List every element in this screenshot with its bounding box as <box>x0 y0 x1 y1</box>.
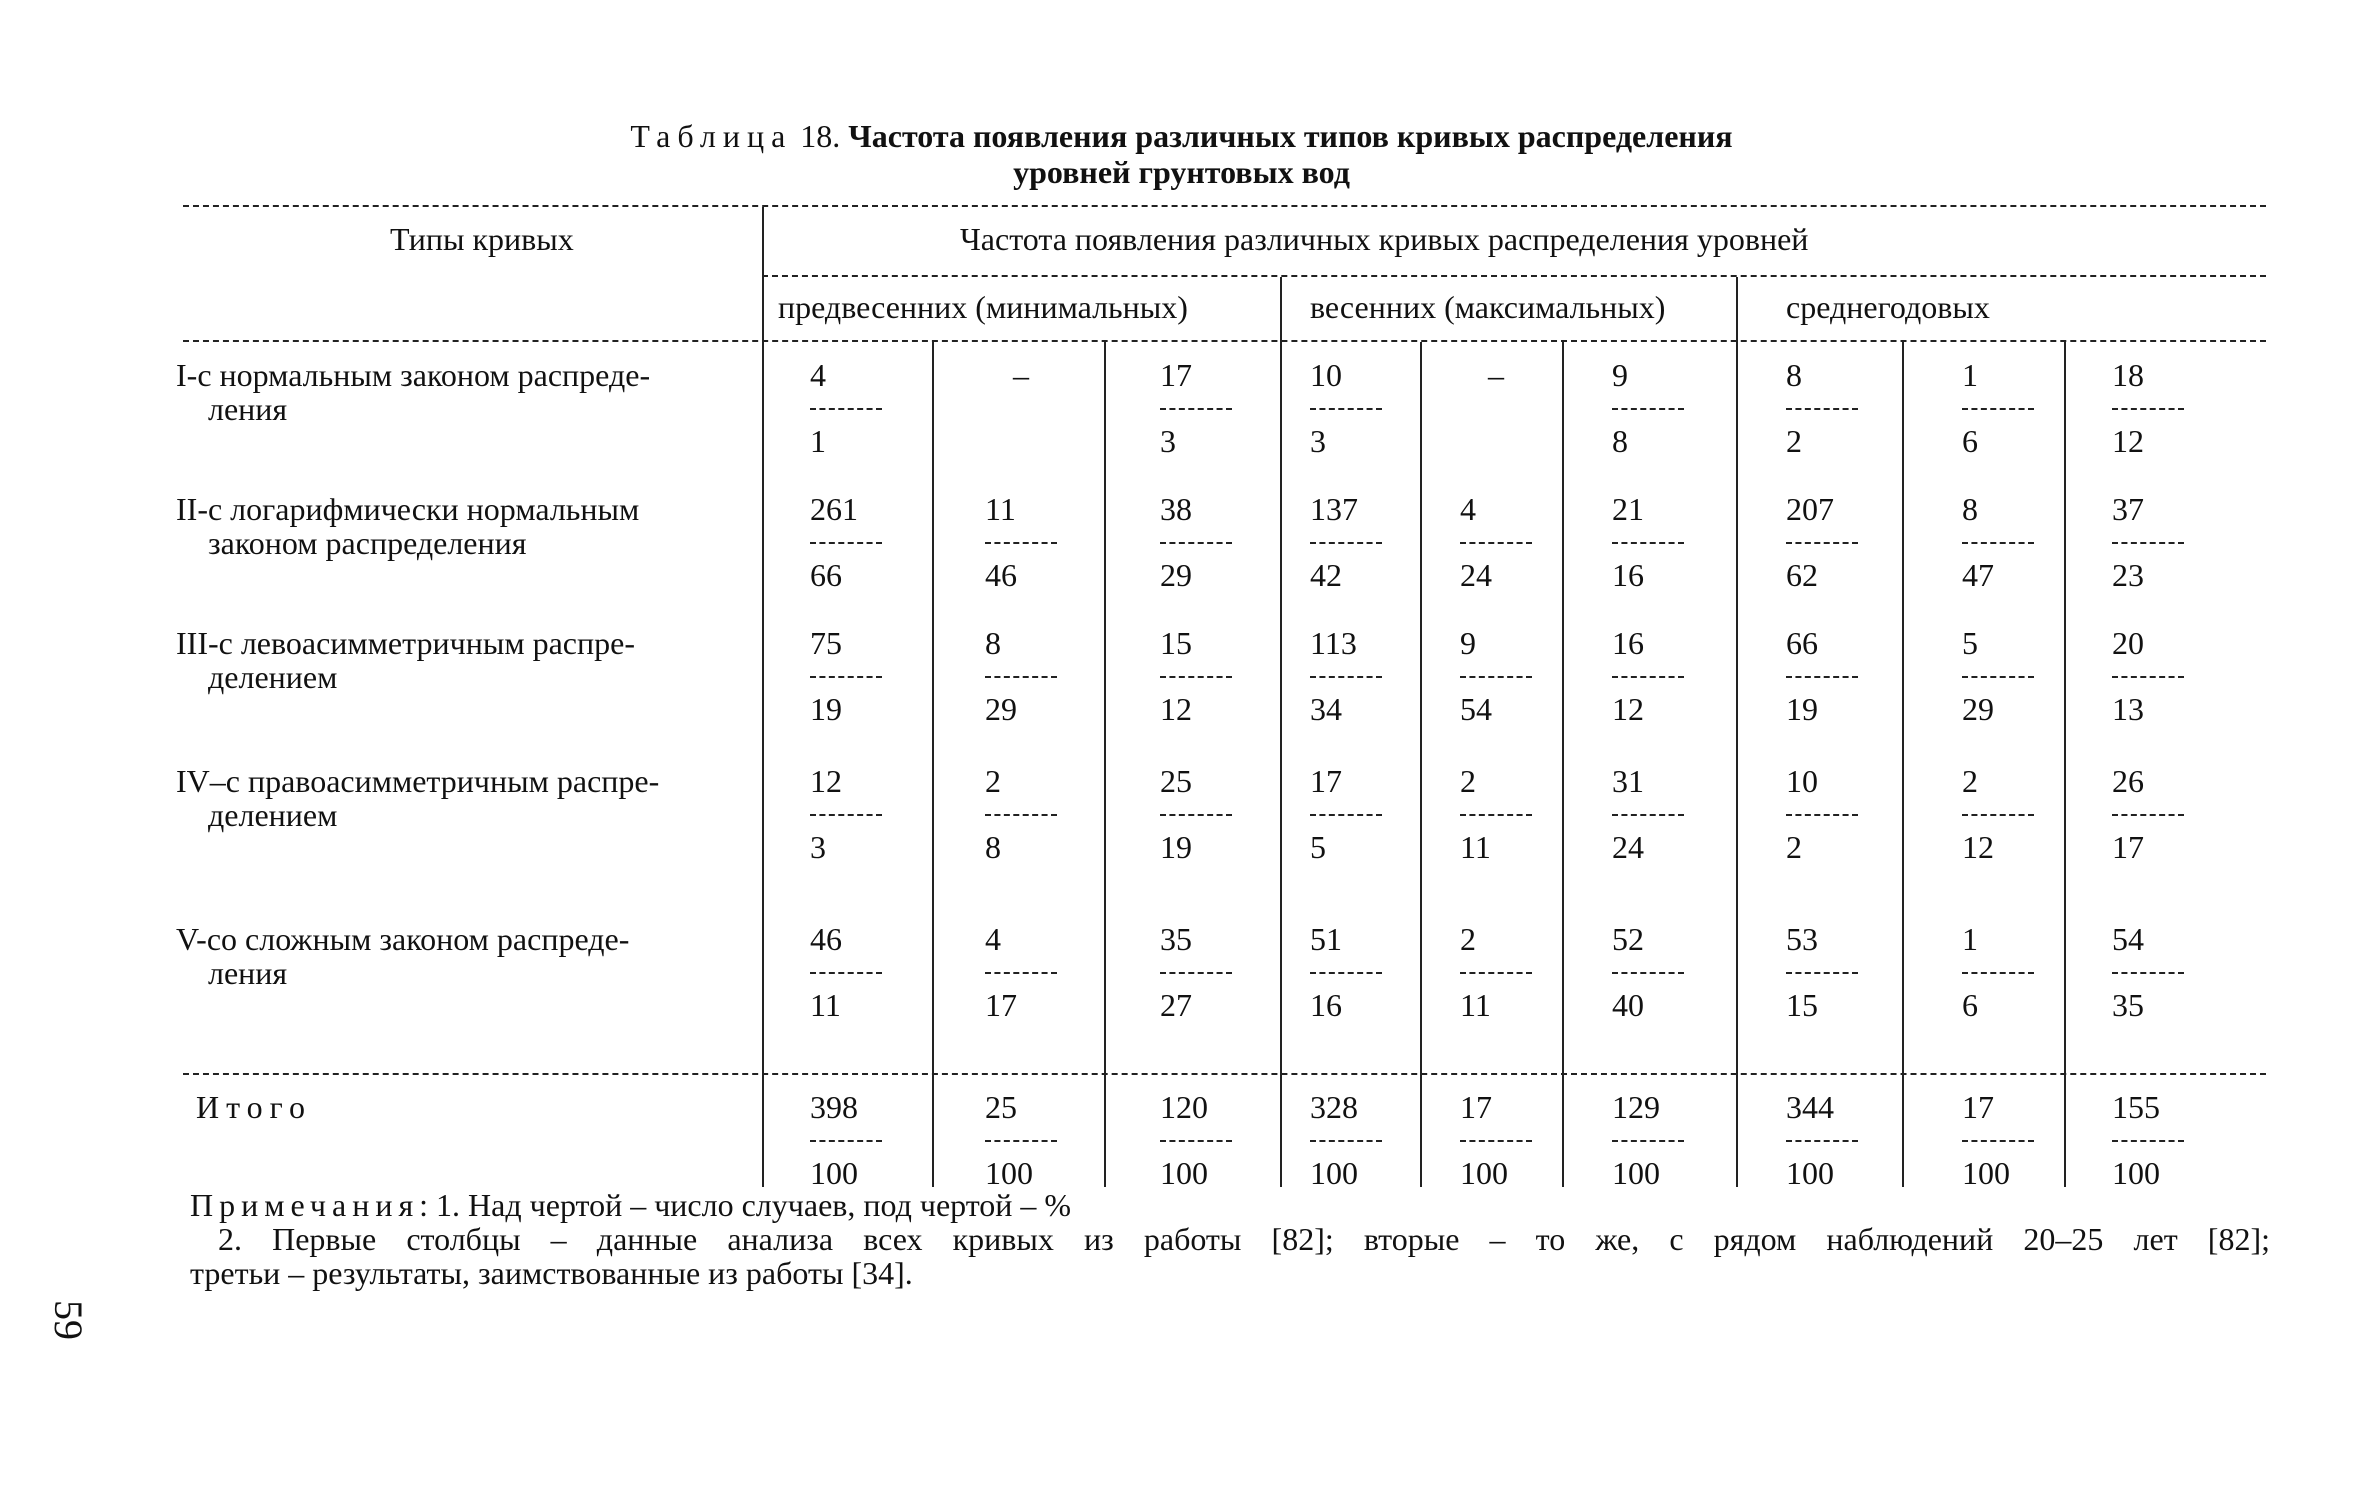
fraction-bar <box>1612 814 1684 816</box>
cell-percent: 17 <box>985 987 1017 1023</box>
total-rule <box>183 1073 2266 1075</box>
cell-percent: 24 <box>1612 829 1644 865</box>
cell-cases: 20 <box>2112 625 2144 661</box>
fraction-bar <box>1786 676 1858 678</box>
fraction-bar <box>1962 1140 2034 1142</box>
cell-percent: 8 <box>985 829 1001 865</box>
label-line-1: с нормальным законом распреде- <box>197 357 651 393</box>
roman-numeral: II <box>176 491 198 527</box>
cell-percent: 2 <box>1786 829 1802 865</box>
cell-cases: 52 <box>1612 921 1644 957</box>
cell-percent: 34 <box>1310 691 1342 727</box>
cell-cases: 113 <box>1310 625 1357 661</box>
cell-cases: 18 <box>2112 357 2144 393</box>
cell-cases: 66 <box>1786 625 1818 661</box>
fraction-bar <box>1612 408 1684 410</box>
cell-cases: 25 <box>1160 763 1192 799</box>
cell-percent: 100 <box>1612 1155 1660 1191</box>
label-line-1: с логарифмически нормальным <box>207 491 640 527</box>
cell-cases: 17 <box>1310 763 1342 799</box>
fraction-bar <box>810 972 882 974</box>
row-label <box>176 922 736 990</box>
notes <box>190 1188 2270 1290</box>
fraction-bar <box>1310 1140 1382 1142</box>
cell-cases: 26 <box>2112 763 2144 799</box>
fraction-bar <box>1160 408 1232 410</box>
label-line-2: делением <box>208 659 338 695</box>
cell-percent: 17 <box>2112 829 2144 865</box>
cell-cases: 4 <box>1460 491 1476 527</box>
cell-percent: 3 <box>1160 423 1176 459</box>
cell-percent: 12 <box>1160 691 1192 727</box>
roman-numeral: I <box>176 357 187 393</box>
cell-percent: 24 <box>1460 557 1492 593</box>
cell-percent: 100 <box>1310 1155 1358 1191</box>
cell-percent: 13 <box>2112 691 2144 727</box>
fraction-bar <box>1612 676 1684 678</box>
cell-cases: 25 <box>985 1089 1017 1125</box>
fraction-bar <box>1310 676 1382 678</box>
cell-percent: 66 <box>810 557 842 593</box>
cell-cases: 2 <box>1460 763 1476 799</box>
cell-percent: 29 <box>1160 557 1192 593</box>
cell-percent: 19 <box>1160 829 1192 865</box>
roman-numeral: III <box>176 625 208 661</box>
cell-cases: 21 <box>1612 491 1644 527</box>
top-rule <box>183 205 2266 207</box>
fraction-bar <box>1460 676 1532 678</box>
total-label: Итого <box>196 1089 312 1125</box>
cell-cases: 38 <box>1160 491 1192 527</box>
header-frequency: Частота появления различных кривых распределения уровней <box>960 221 1809 257</box>
label-separator: - <box>196 921 207 957</box>
fraction-bar <box>1310 814 1382 816</box>
fraction-bar <box>1786 1140 1858 1142</box>
fraction-bar <box>985 542 1057 544</box>
cell-cases: 10 <box>1310 357 1342 393</box>
cell-percent: 27 <box>1160 987 1192 1023</box>
fraction-bar <box>1160 542 1232 544</box>
label-line-2: ления <box>208 955 288 991</box>
col-divider-sub <box>932 342 934 1187</box>
cell-percent: 3 <box>810 829 826 865</box>
notes-heading: Примечания <box>190 1187 420 1223</box>
cell-cases: 35 <box>1160 921 1192 957</box>
cell-cases: 54 <box>2112 921 2144 957</box>
cell-cases: 1 <box>1962 357 1978 393</box>
cell-cases: 261 <box>810 491 858 527</box>
fraction-bar <box>2112 972 2184 974</box>
fraction-bar <box>810 676 882 678</box>
cell-cases: 9 <box>1612 357 1628 393</box>
cell-cases: 31 <box>1612 763 1644 799</box>
cell-percent: 29 <box>1962 691 1994 727</box>
roman-numeral: IV <box>176 763 210 799</box>
label-line-2: законом распределения <box>208 525 527 561</box>
cell-cases: 2 <box>985 763 1001 799</box>
col-divider-sub <box>1902 342 1904 1187</box>
cell-cases: 12 <box>810 763 842 799</box>
cell-percent: 35 <box>2112 987 2144 1023</box>
row-label <box>176 358 736 426</box>
cell-cases: 120 <box>1160 1089 1208 1125</box>
cell-cases: 17 <box>1160 357 1192 393</box>
fraction-bar <box>985 814 1057 816</box>
col-divider-sub <box>1420 342 1422 1187</box>
cell-cases: 17 <box>1962 1089 1994 1125</box>
cell-percent: 100 <box>985 1155 1033 1191</box>
cell-percent: 100 <box>1962 1155 2010 1191</box>
cell-cases: 4 <box>810 357 826 393</box>
col-divider-sub <box>1104 342 1106 1187</box>
cell-percent: 6 <box>1962 987 1978 1023</box>
col-divider-main <box>762 207 764 1187</box>
note-2: 2. Первые столбцы – данные анализа всех кривых из работы [82]; вторые – то же, с рядом наблюдений 20–25 лет [82]; <box>218 1221 2270 1257</box>
fraction-bar <box>1962 814 2034 816</box>
fraction-bar <box>810 542 882 544</box>
cell-cases: 8 <box>985 625 1001 661</box>
cell-percent: 16 <box>1310 987 1342 1023</box>
fraction-bar <box>1962 542 2034 544</box>
title-number: 18. <box>800 118 841 154</box>
cell-percent: 100 <box>1786 1155 1834 1191</box>
cell-cases: 2 <box>1962 763 1978 799</box>
group-rule <box>762 275 2266 277</box>
fraction-bar <box>1460 542 1532 544</box>
cell-cases: 129 <box>1612 1089 1660 1125</box>
label-separator: – <box>209 763 226 799</box>
col-divider-sub <box>1562 342 1564 1187</box>
cell-cases: 75 <box>810 625 842 661</box>
cell-cases: 15 <box>1160 625 1192 661</box>
fraction-bar <box>1310 408 1382 410</box>
cell-cases: 344 <box>1786 1089 1834 1125</box>
cell-cases: 8 <box>1786 357 1802 393</box>
title-line-2 <box>0 154 2363 190</box>
cell-cases: 11 <box>985 491 1016 527</box>
fraction-bar <box>1786 542 1858 544</box>
cell-cases: 207 <box>1786 491 1834 527</box>
cell-percent: 47 <box>1962 557 1994 593</box>
label-line-1: с левоасимметричным распре- <box>218 625 635 661</box>
cell-percent: 3 <box>1310 423 1326 459</box>
fraction-bar <box>985 1140 1057 1142</box>
row-label <box>176 626 736 694</box>
cell-percent: 1 <box>810 423 826 459</box>
cell-cases: 5 <box>1962 625 1978 661</box>
cell-cases: 328 <box>1310 1089 1358 1125</box>
cell-percent: 11 <box>1460 987 1491 1023</box>
empty-cell-dash: – <box>1488 357 1504 393</box>
cell-percent: 100 <box>810 1155 858 1191</box>
header-types: Типы кривых <box>390 221 574 257</box>
fraction-bar <box>985 972 1057 974</box>
cell-cases: 8 <box>1962 491 1978 527</box>
label-separator: - <box>207 625 219 661</box>
col-divider-sub <box>2064 342 2066 1187</box>
row-label <box>176 492 736 560</box>
cell-cases: 10 <box>1786 763 1818 799</box>
cell-percent: 100 <box>1160 1155 1208 1191</box>
cell-percent: 23 <box>2112 557 2144 593</box>
cell-cases: 9 <box>1460 625 1476 661</box>
title-caption: Таблица <box>630 118 793 154</box>
cell-cases: 16 <box>1612 625 1644 661</box>
fraction-bar <box>1460 972 1532 974</box>
cell-percent: 15 <box>1786 987 1818 1023</box>
label-separator: - <box>197 491 208 527</box>
empty-cell-dash: – <box>1013 357 1029 393</box>
cell-percent: 12 <box>2112 423 2144 459</box>
cell-percent: 11 <box>1460 829 1491 865</box>
note-3: третьи – результаты, заимствованные из работы [34]. <box>190 1255 913 1291</box>
fraction-bar <box>1460 1140 1532 1142</box>
cell-percent: 62 <box>1786 557 1818 593</box>
cell-percent: 42 <box>1310 557 1342 593</box>
cell-cases: 17 <box>1460 1089 1492 1125</box>
fraction-bar <box>1962 408 2034 410</box>
title-line-1 <box>0 118 2363 154</box>
fraction-bar <box>1786 408 1858 410</box>
cell-cases: 37 <box>2112 491 2144 527</box>
cell-percent: 11 <box>810 987 841 1023</box>
note-1: : 1. Над чертой – число случаев, под чертой – % <box>419 1187 1072 1223</box>
fraction-bar <box>2112 1140 2184 1142</box>
header-group-annual: среднегодовых <box>1786 289 1990 325</box>
cell-percent: 40 <box>1612 987 1644 1023</box>
roman-numeral: V <box>176 921 197 957</box>
fraction-bar <box>2112 542 2184 544</box>
cell-percent: 16 <box>1612 557 1644 593</box>
fraction-bar <box>1786 972 1858 974</box>
cell-percent: 6 <box>1962 423 1978 459</box>
cell-percent: 29 <box>985 691 1017 727</box>
fraction-bar <box>1962 972 2034 974</box>
fraction-bar <box>1160 972 1232 974</box>
cell-cases: 4 <box>985 921 1001 957</box>
col-divider-group-3 <box>1736 277 1738 1187</box>
page-number: 59 <box>46 1300 91 1340</box>
title-text-2: уровней грунтовых вод <box>1013 154 1350 190</box>
cell-percent: 2 <box>1786 423 1802 459</box>
fraction-bar <box>1310 972 1382 974</box>
label-separator: - <box>186 357 198 393</box>
cell-percent: 5 <box>1310 829 1326 865</box>
label-line-1: со сложным законом распреде- <box>206 921 630 957</box>
cell-cases: 155 <box>2112 1089 2160 1125</box>
cell-percent: 19 <box>1786 691 1818 727</box>
fraction-bar <box>1612 542 1684 544</box>
fraction-bar <box>810 814 882 816</box>
fraction-bar <box>1310 542 1382 544</box>
header-bottom-rule <box>183 340 2266 342</box>
fraction-bar <box>985 676 1057 678</box>
cell-cases: 137 <box>1310 491 1358 527</box>
cell-percent: 46 <box>985 557 1017 593</box>
cell-percent: 54 <box>1460 691 1492 727</box>
fraction-bar <box>1612 1140 1684 1142</box>
title-text-1: Частота появления различных типов кривых распределения <box>848 118 1733 154</box>
cell-percent: 12 <box>1962 829 1994 865</box>
cell-percent: 100 <box>1460 1155 1508 1191</box>
row-label <box>176 764 736 832</box>
col-divider-group-2 <box>1280 277 1282 1187</box>
cell-percent: 19 <box>810 691 842 727</box>
fraction-bar <box>1460 814 1532 816</box>
cell-percent: 8 <box>1612 423 1628 459</box>
label-line-2: делением <box>208 797 338 833</box>
header-group-prespring: предвесенних (минимальных) <box>778 289 1188 325</box>
cell-cases: 51 <box>1310 921 1342 957</box>
fraction-bar <box>1160 676 1232 678</box>
fraction-bar <box>1962 676 2034 678</box>
label-line-2: ления <box>208 391 288 427</box>
cell-cases: 2 <box>1460 921 1476 957</box>
fraction-bar <box>1786 814 1858 816</box>
fraction-bar <box>810 408 882 410</box>
cell-percent: 100 <box>2112 1155 2160 1191</box>
fraction-bar <box>2112 408 2184 410</box>
cell-cases: 46 <box>810 921 842 957</box>
cell-percent: 12 <box>1612 691 1644 727</box>
cell-cases: 398 <box>810 1089 858 1125</box>
fraction-bar <box>1160 814 1232 816</box>
fraction-bar <box>1160 1140 1232 1142</box>
fraction-bar <box>2112 676 2184 678</box>
label-line-1: с правоасимметричным распре- <box>225 763 660 799</box>
note-line-1 <box>190 1188 2270 1222</box>
fraction-bar <box>810 1140 882 1142</box>
table-title <box>0 118 2363 190</box>
cell-cases: 53 <box>1786 921 1818 957</box>
fraction-bar <box>2112 814 2184 816</box>
cell-cases: 1 <box>1962 921 1978 957</box>
header-group-spring: весенних (максимальных) <box>1310 289 1666 325</box>
fraction-bar <box>1612 972 1684 974</box>
